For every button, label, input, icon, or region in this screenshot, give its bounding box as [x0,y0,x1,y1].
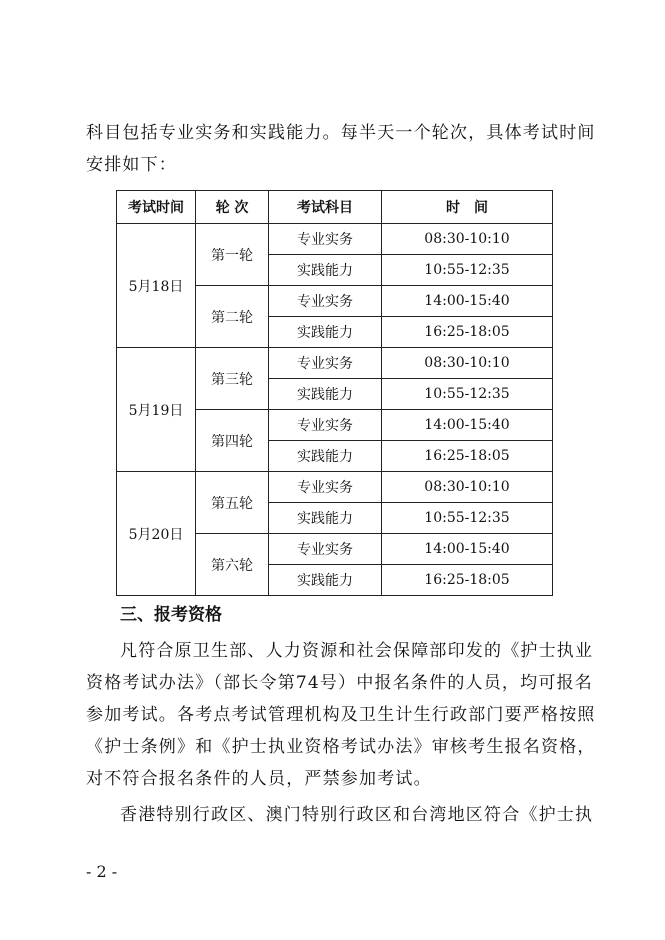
time-cell: 08:30-10:10 [382,348,553,379]
round-cell: 第五轮 [196,472,269,534]
table-row [117,472,553,503]
time-cell: 10:55-12:35 [382,503,553,534]
time-cell: 16:25-18:05 [382,565,553,596]
subject-cell: 实践能力 [269,565,382,596]
subject-cell: 实践能力 [269,317,382,348]
page-number: - 2 - [86,862,118,881]
subject-cell: 实践能力 [269,503,382,534]
paragraph-line: 资格考试办法》（部长令第74号）中报名条件的人员，均可报名 [86,673,593,693]
subject-cell: 专业实务 [269,472,382,503]
subject-cell: 专业实务 [269,286,382,317]
subject-cell: 专业实务 [269,224,382,255]
date-cell: 5月18日 [117,224,196,348]
round-cell: 第六轮 [196,534,269,596]
round-cell: 第二轮 [196,286,269,348]
time-cell: 08:30-10:10 [382,224,553,255]
time-cell: 16:25-18:05 [382,441,553,472]
paragraph-line: 《护士条例》和《护士执业资格考试办法》审核考生报名资格， [86,737,596,757]
paragraph-line: 香港特别行政区、澳门特别行政区和台湾地区符合《护士执 [120,805,594,825]
table-row [117,348,553,379]
date-cell: 5月20日 [117,472,196,596]
time-cell: 10:55-12:35 [382,255,553,286]
paragraph-line: 凡符合原卫生部、人力资源和社会保障部印发的《护士执业 [120,641,594,661]
time-cell: 14:00-15:40 [382,286,553,317]
header-subject: 考试科目 [269,191,382,224]
subject-cell: 实践能力 [269,441,382,472]
time-cell: 08:30-10:10 [382,472,553,503]
paragraph-line: 参加考试。各考点考试管理机构及卫生计生行政部门要严格按照 [86,705,596,725]
subject-cell: 专业实务 [269,348,382,379]
table-header-row [117,191,553,224]
header-round: 轮 次 [196,191,269,224]
intro-line-1: 科目包括专业实务和实践能力。每半天一个轮次，具体考试时间 [86,123,596,143]
paragraph-line: 对不符合报名条件的人员，严禁参加考试。 [86,769,432,789]
subject-cell: 专业实务 [269,534,382,565]
header-time: 时 间 [382,191,553,224]
time-cell: 14:00-15:40 [382,534,553,565]
subject-cell: 专业实务 [269,410,382,441]
subject-cell: 实践能力 [269,379,382,410]
round-cell: 第一轮 [196,224,269,286]
time-cell: 14:00-15:40 [382,410,553,441]
time-cell: 10:55-12:35 [382,379,553,410]
intro-line-2: 安排如下： [86,155,177,175]
date-cell: 5月19日 [117,348,196,472]
time-cell: 16:25-18:05 [382,317,553,348]
header-exam-date: 考试时间 [117,191,196,224]
exam-schedule-table [116,190,553,596]
table-row [117,224,553,255]
round-cell: 第三轮 [196,348,269,410]
round-cell: 第四轮 [196,410,269,472]
section-heading: 三、报考资格 [120,605,222,625]
subject-cell: 实践能力 [269,255,382,286]
